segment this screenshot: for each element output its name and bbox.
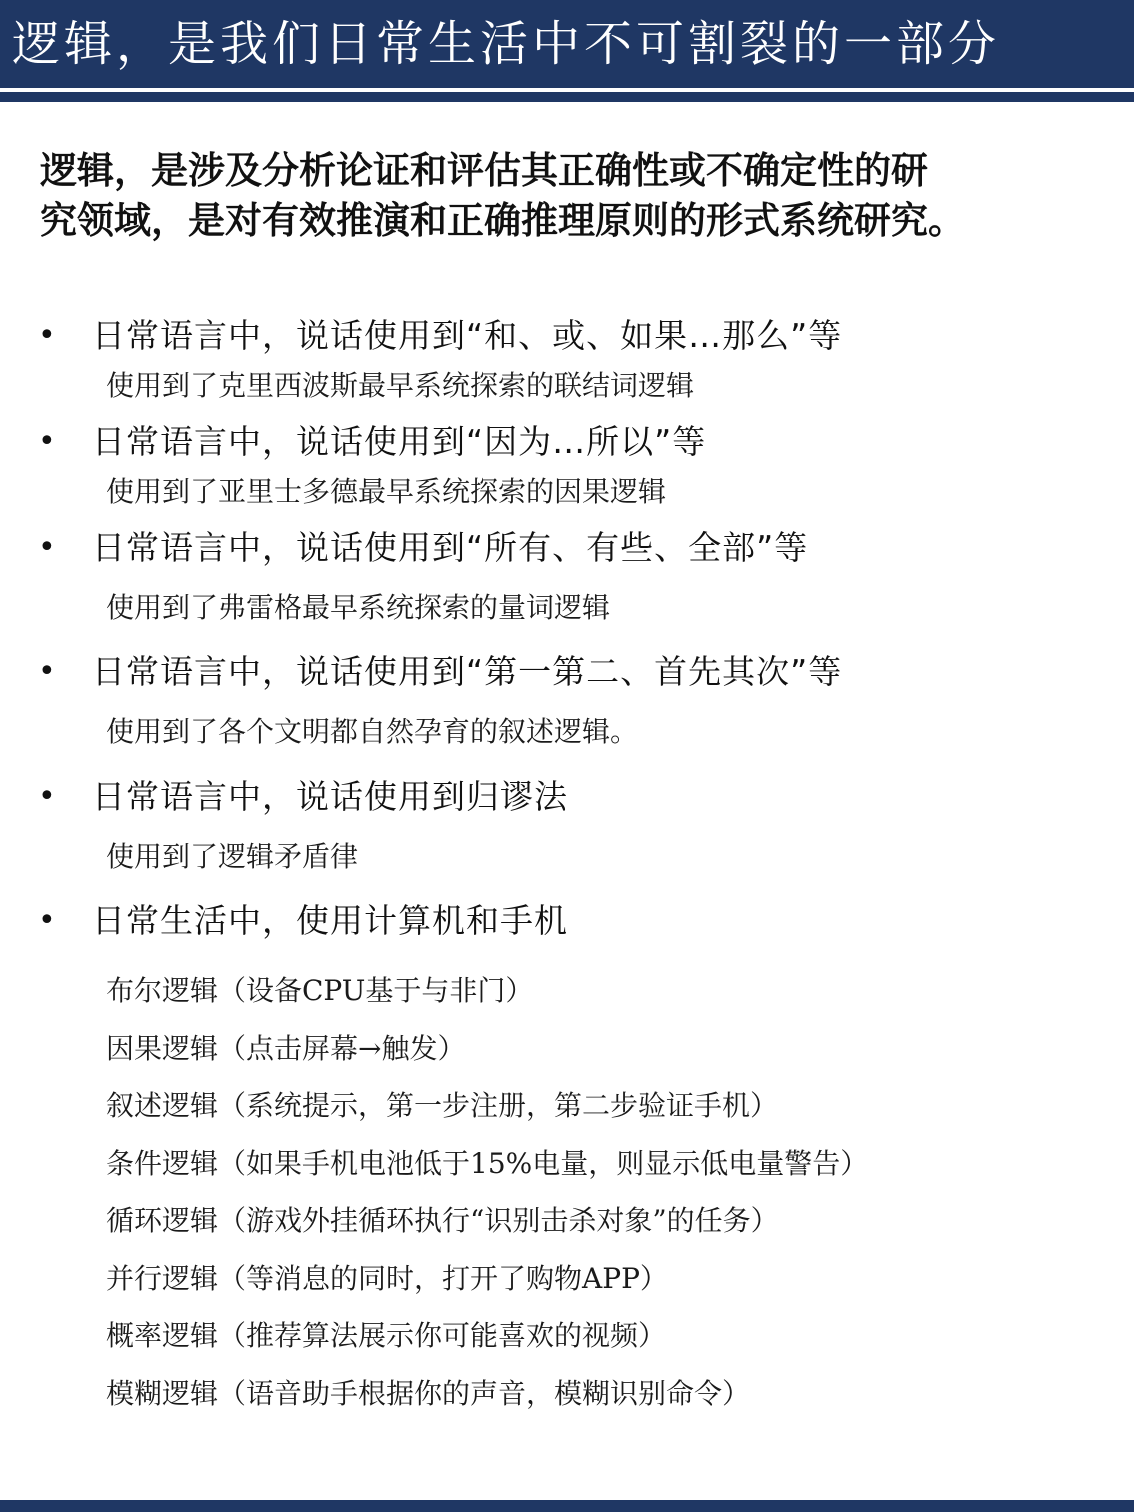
- list-item-heading: 日常语言中，说话使用到“因为…所以”等: [92, 422, 707, 461]
- example-item: 叙述逻辑（系统提示，第一步注册，第二步验证手机）: [106, 1089, 779, 1122]
- page-title: 逻辑，是我们日常生活中不可割裂的一部分: [12, 16, 1001, 72]
- list-item-heading: 日常语言中，说话使用到“第一第二、首先其次”等: [92, 652, 843, 691]
- footer-bar: [0, 1500, 1134, 1512]
- list-item-heading: 日常语言中，说话使用到归谬法: [92, 777, 568, 816]
- list-item-heading: 日常语言中，说话使用到“和、或、如果…那么”等: [92, 316, 843, 355]
- list-item-heading: 日常语言中，说话使用到“所有、有些、全部”等: [92, 528, 809, 567]
- list-item-detail: 使用到了各个文明都自然孕育的叙述逻辑。: [106, 715, 639, 748]
- bullet-dot: •: [38, 903, 56, 938]
- list-item-heading: 日常生活中，使用计算机和手机: [92, 901, 568, 940]
- example-item: 并行逻辑（等消息的同时，打开了购物APP）: [106, 1261, 668, 1295]
- intro-line: 究领域，是对有效推演和正确推理原则的形式系统研究。: [40, 199, 965, 242]
- example-item: 循环逻辑（游戏外挂循环执行“识别击杀对象”的任务）: [106, 1204, 779, 1237]
- bullet-dot: •: [38, 424, 56, 459]
- title-bar: [0, 0, 1134, 88]
- title-underline: [0, 92, 1134, 102]
- example-item: 条件逻辑（如果手机电池低于15%电量，则显示低电量警告）: [106, 1146, 869, 1180]
- bullet-dot: •: [38, 530, 56, 565]
- bullet-dot: •: [38, 318, 56, 353]
- example-item: 布尔逻辑（设备CPU基于与非门）: [106, 974, 534, 1007]
- bullet-dot: •: [38, 654, 56, 689]
- intro-paragraph: [40, 146, 1110, 246]
- list-item-detail: 使用到了逻辑矛盾律: [106, 840, 359, 873]
- example-item: 模糊逻辑（语音助手根据你的声音，模糊识别命令）: [106, 1376, 751, 1410]
- intro-line: 逻辑，是涉及分析论证和评估其正确性或不确定性的研: [40, 149, 928, 192]
- computer-logic-examples: [106, 962, 868, 1422]
- list-item-detail: 使用到了亚里士多德最早系统探索的因果逻辑: [106, 475, 667, 508]
- bullet-dot: •: [38, 779, 56, 814]
- list-item-detail: 使用到了弗雷格最早系统探索的量词逻辑: [106, 591, 611, 624]
- list-item-detail: 使用到了克里西波斯最早系统探索的联结词逻辑: [106, 369, 695, 402]
- example-item: 概率逻辑（推荐算法展示你可能喜欢的视频）: [106, 1319, 667, 1352]
- example-item: 因果逻辑（点击屏幕→触发）: [106, 1031, 466, 1065]
